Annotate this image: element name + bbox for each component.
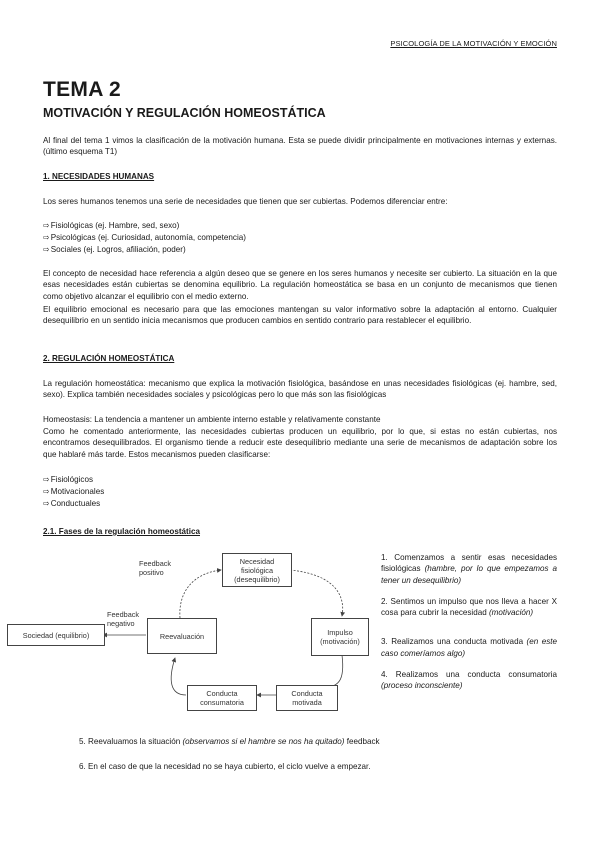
arrow-right-icon: ⇨: [43, 233, 50, 242]
homeostasis-definition: Homeostasis: La tendencia a mantener un ambiente interno estable y relativamente constante: [43, 415, 381, 424]
homeostatic-cycle-diagram: [0, 540, 375, 725]
page-header: PSICOLOGÍA DE LA MOTIVACIÓN Y EMOCIÓN: [390, 39, 557, 48]
arrow-necesidad-to-impulso: [290, 570, 343, 616]
arrow-right-icon: ⇨: [43, 487, 50, 496]
section-2-title: 2. REGULACIÓN HOMEOSTÁTICA: [43, 354, 175, 363]
steps-list: [381, 552, 557, 692]
step-6: 6. En el caso de que la necesidad no se haya cubierto, el ciclo vuelve a empezar.: [79, 762, 371, 771]
section-1-paragraph: El equilibrio emocional es necesario para que las emociones mantengan su valor informativo sobre la adaptación al entorno. Cualquier desequilibrio en un sentido inicia mecanismos que producen cambios en sentido contrario para restablecer el equilibrio.: [43, 305, 557, 326]
page-title: TEMA 2: [43, 78, 122, 101]
arrow-right-icon: ⇨: [43, 245, 50, 254]
reevaluacion-node: Reevaluación: [147, 618, 217, 654]
arrow-impulso-to-conducta: [318, 655, 343, 689]
list-item: ⇨Fisiológicos: [43, 475, 93, 484]
section-2-paragraph: Como he comentado anteriormente, las necesidades cubiertas producen un equilibrio, por lo que, si estas no están cubiertas, nos encontramos desequilibrados. El organismo tiende a reducir este desequilibrio mediante una serie de mecanismos de adaptación sobre los que hablaré más tarde. Estos mecanismos pueden clasificarse:: [43, 427, 557, 459]
section-2-paragraph: La regulación homeostática: mecanismo que explica la motivación fisiológica, basándose en unas necesidades fisiológicas (ej. hambre, sed, sexo). Explica también necesidades sociales y psicológicas pero lo que más son las fisiológicas: [43, 379, 557, 400]
conducta-motivada-node: Conducta motivada: [276, 685, 338, 711]
step-4: 4. Realizamos una conducta consumatoria (proceso inconsciente): [381, 670, 557, 691]
section-1-title: 1. NECESIDADES HUMANAS: [43, 172, 155, 181]
arrow-right-icon: ⇨: [43, 221, 50, 230]
sociedad-node: Sociedad (equilibrio): [7, 624, 105, 646]
page-subtitle: MOTIVACIÓN Y REGULACIÓN HOMEOSTÁTICA: [43, 106, 326, 120]
arrow-feedback-positivo: [180, 570, 221, 618]
step-2: 2. Sentimos un impulso que nos lleva a hacer X cosa para cubrir la necesidad (motivación): [381, 596, 557, 618]
arrow-right-icon: ⇨: [43, 499, 50, 508]
step-5: 5. Reevaluamos la situación (observamos si el hambre se nos ha quitado) feedback: [79, 737, 380, 746]
necesidad-node: Necesidad fisiológica (desequilibrio): [222, 553, 292, 587]
conducta-consumatoria-node: Conducta consumatoria: [187, 685, 257, 711]
intro-paragraph: Al final del tema 1 vimos la clasificación de la motivación humana. Esta se puede dividir principalmente en motivaciones internas y externas. (último esquema T1): [43, 136, 557, 157]
section-1-paragraph: El concepto de necesidad hace referencia a algún deseo que se genere en los seres humanos y necesite ser cubierto. La situación en la que esas necesidades están cubiertas se denomina equilibrio. La regulación homeostática se basa en un conjunto de mecanismos que tienen como objetivo alcanzar el equilibrio con el medio externo.: [43, 269, 557, 301]
step-1: 1. Comenzamos a sentir esas necesidades fisiológicas (hambre, por lo que empezamos a tener un desequilibrio): [381, 553, 558, 585]
arrow-consumatoria-to-reevaluacion: [171, 658, 186, 695]
list-item: ⇨Psicológicas (ej. Curiosidad, autonomía, competencia): [43, 233, 246, 242]
impulso-node: Impulso (motivación): [311, 618, 369, 656]
arrow-right-icon: ⇨: [43, 475, 50, 484]
list-item: ⇨Fisiológicas (ej. Hambre, sed, sexo): [43, 221, 180, 230]
list-item: ⇨Sociales (ej. Logros, afiliación, poder): [43, 245, 186, 254]
step-3: 3. Realizamos una conducta motivada (en este caso comeríamos algo): [381, 637, 558, 658]
section-1-lead: Los seres humanos tenemos una serie de necesidades que tienen que ser cubiertas. Podemos diferenciar entre:: [43, 197, 448, 206]
feedback-positivo-label: Feedback positivo: [139, 559, 172, 577]
list-item: ⇨Motivacionales: [43, 487, 105, 496]
feedback-negativo-label: Feedback negativo: [107, 610, 140, 628]
subsection-title: 2.1. Fases de la regulación homeostática: [43, 527, 200, 536]
list-item: ⇨Conductuales: [43, 499, 101, 508]
